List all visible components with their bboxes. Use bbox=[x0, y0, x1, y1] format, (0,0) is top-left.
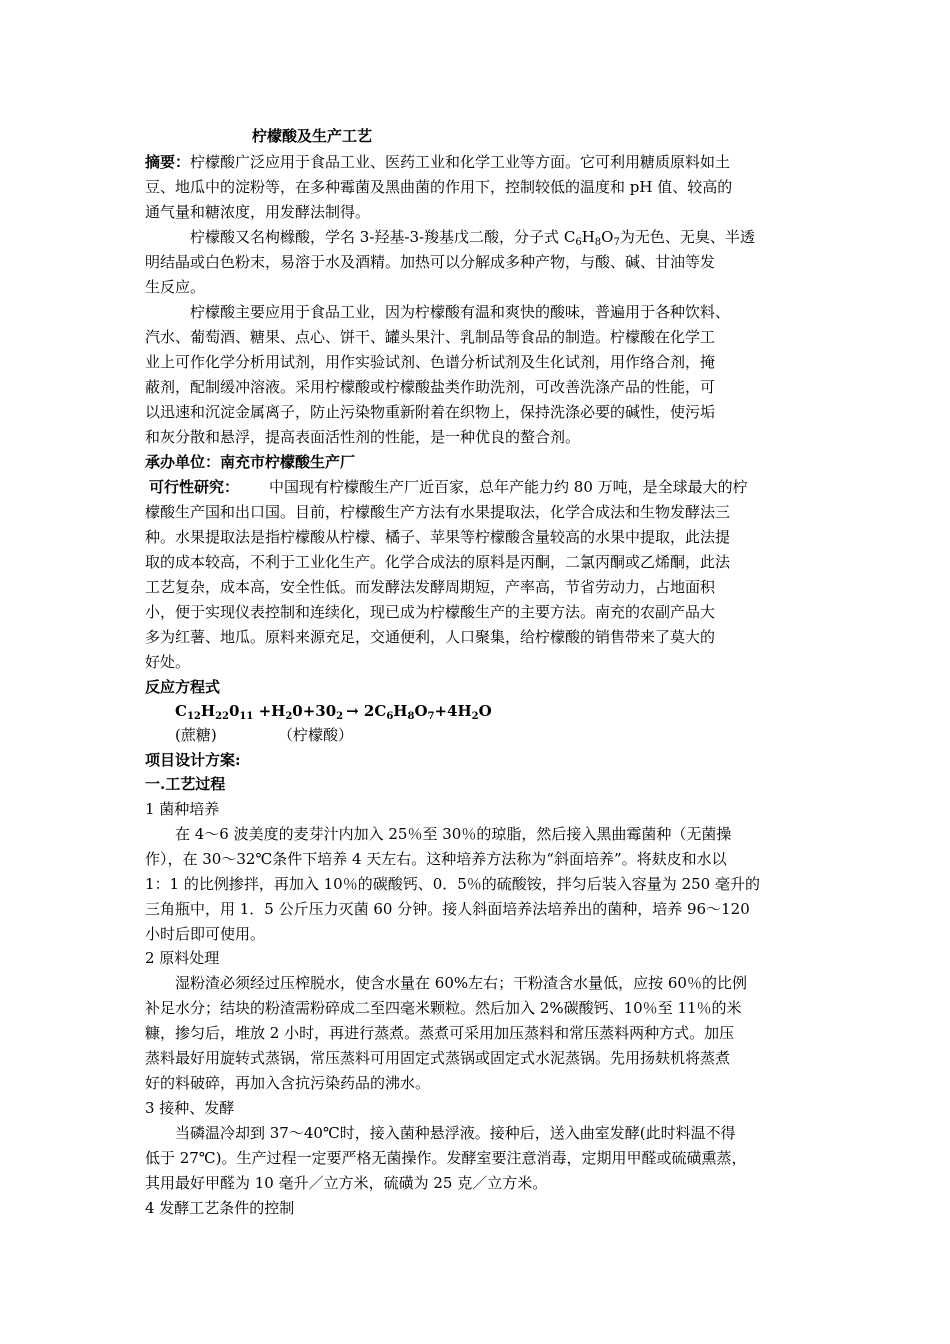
step-1-line-5: 小时后即可使用。 bbox=[145, 925, 266, 943]
feasibility-line-5: 工艺复杂，成本高，安全性低。而发酵法发酵周期短，产率高，节省劳动力，占地面积 bbox=[145, 578, 716, 596]
step-1-line-1: 在 4～6 波美度的麦芽汁内加入 25％至 30％的琼脂，然后接入黑曲霉菌种（无菌操 bbox=[175, 825, 732, 843]
step-3-heading: 3 接种、发酵 bbox=[145, 1099, 235, 1117]
abstract-line-3: 通气量和糖浓度，用发酵法制得。 bbox=[145, 203, 371, 221]
step-3-line-1: 当磷温冷却到 37～40℃时，接入菌种悬浮液。接种后，送入曲室发酵(此时料温不得 bbox=[175, 1124, 736, 1142]
document-title: 柠檬酸及生产工艺 bbox=[252, 127, 373, 145]
para1-line-3: 生反应。 bbox=[145, 278, 206, 296]
sub: 2 bbox=[471, 711, 479, 722]
eq-part: O bbox=[478, 702, 492, 720]
step-2-line-4: 蒸料最好用旋转式蒸锅，常压蒸料可用固定式蒸锅或固定式水泥蒸锅。先用扬麸机将蒸煮 bbox=[145, 1049, 731, 1067]
feasibility-line-3: 种。水果提取法是指柠檬酸从柠檬、橘子、苹果等柠檬酸含量较高的水果中提取，此法提 bbox=[145, 528, 731, 546]
eq-part: O bbox=[414, 702, 428, 720]
sub: 7 bbox=[427, 711, 435, 722]
organizer-line: 承办单位：南充市柠檬酸生产厂 bbox=[145, 453, 356, 471]
formula-h: H bbox=[581, 228, 595, 246]
step-1-heading: 1 菌种培养 bbox=[145, 800, 220, 818]
sub: 22 bbox=[215, 711, 229, 722]
feasibility-label: 可行性研究： bbox=[149, 478, 240, 496]
para2-line-1: 柠檬酸主要应用于食品工业，因为柠檬酸有温和爽快的酸味，普遍用于各种饮料、 bbox=[190, 303, 731, 321]
formula-o: O bbox=[601, 228, 614, 246]
abstract-text: 柠檬酸广泛应用于食品工业、医药工业和化学工业等方面。它可利用糖质原料如土 bbox=[190, 153, 731, 171]
eq-part: +H bbox=[253, 702, 286, 720]
sub: 6 bbox=[386, 711, 394, 722]
sub: 12 bbox=[186, 711, 201, 722]
sub: 2 bbox=[336, 711, 344, 722]
feasibility-line-2: 檬酸生产国和出口国。目前，柠檬酸生产方法有水果提取法，化学合成法和生物发酵法三 bbox=[145, 503, 731, 521]
eq-part: → 2C bbox=[346, 702, 387, 720]
para2-line-2: 汽水、葡萄酒、糖果、点心、饼干、罐头果汁、乳制品等食品的制造。柠檬酸在化学工 bbox=[145, 328, 716, 346]
para1-text-b: 为无色、无臭、半透 bbox=[619, 228, 755, 246]
step-3-line-2: 低于 27℃)。生产过程一定要严格无菌操作。发酵室要注意消毒，定期用甲醛或硫磺熏蒸， bbox=[145, 1149, 747, 1167]
abstract-line-1 bbox=[145, 150, 730, 174]
para2-line-4: 蔽剂，配制缓冲溶液。采用柠檬酸或柠檬酸盐类作助洗剂，可改善洗涤产品的性能，可 bbox=[145, 378, 716, 396]
step-1-line-4: 三角瓶中，用 1．5 公斤压力灭菌 60 分钟。接人斜面培养法培养出的菌种，培养 96～120 bbox=[145, 900, 750, 918]
feasibility-line-6: 小，便于实现仪表控制和连续化，现已成为柠檬酸生产的主要方法。南充的农副产品大 bbox=[145, 603, 716, 621]
abstract-label: 摘要： bbox=[145, 153, 191, 171]
eq-part: 0 bbox=[228, 702, 240, 720]
step-2-line-3: 糠，掺匀后，堆放 2 小时，再进行蒸煮。蒸煮可采用加压蒸料和常压蒸料两种方式。加压 bbox=[145, 1024, 735, 1042]
abstract-line-2: 豆、地瓜中的淀粉等，在多种霉菌及黑曲菌的作用下，控制较低的温度和 pH 值、较高的 bbox=[145, 178, 733, 196]
step-2-heading: 2 原料处理 bbox=[145, 949, 220, 967]
feasibility-line-1 bbox=[145, 475, 748, 499]
step-2-line-2: 补足水分；结块的粉渣需粉碎成二至四毫米颗粒。然后加入 2%碳酸钙、10％至 11％的米 bbox=[145, 999, 742, 1017]
sub: 2 bbox=[285, 711, 293, 722]
sub: 6 bbox=[575, 237, 582, 248]
eq-part: H bbox=[393, 702, 408, 720]
para2-line-3: 业上可作化学分析用试剂，用作实验试剂、色谱分析试剂及生化试剂，用作络合剂，掩 bbox=[145, 353, 716, 371]
reaction-equation bbox=[175, 699, 492, 723]
feasibility-text: 中国现有柠檬酸生产厂近百家，总年产能力约 80 万吨，是全球最大的柠 bbox=[269, 478, 748, 496]
step-3-line-3: 其用最好甲醛为 10 毫升／立方米，硫磺为 25 克／立方米。 bbox=[145, 1174, 548, 1192]
eq-part: H bbox=[200, 702, 216, 720]
sub: 11 bbox=[239, 711, 254, 722]
reaction-label-sucrose: (蔗糖) bbox=[175, 726, 217, 744]
plan-heading: 项目设计方案: bbox=[145, 751, 241, 769]
eq-part: 0+30 bbox=[292, 702, 337, 720]
feasibility-line-8: 好处。 bbox=[145, 653, 191, 671]
sub: 8 bbox=[594, 237, 602, 248]
step-1-line-3: 1：1 的比例掺拌，再加入 10％的碳酸钙、0．5％的硫酸铵，拌匀后装入容量为 250 毫升的 bbox=[145, 875, 760, 893]
eq-part: C bbox=[175, 702, 187, 720]
reaction-heading: 反应方程式 bbox=[145, 678, 221, 696]
para2-line-6: 和灰分散和悬浮，提高表面活性剂的性能，是一种优良的螯合剂。 bbox=[145, 428, 581, 446]
sub: 7 bbox=[613, 237, 620, 248]
para1-text-a: 柠檬酸又名枸橼酸，学名 3-羟基-3-羧基戊二酸，分子式 C bbox=[190, 228, 576, 246]
step-1-line-2: 作），在 30～32℃条件下培养 4 天左右。这种培养方法称为“斜面培养”。将麸皮和水以 bbox=[145, 850, 727, 868]
para1-line-2: 明结晶或白色粉末，易溶于水及酒精。加热可以分解成多种产物，与酸、碱、甘油等发 bbox=[145, 253, 716, 271]
para2-line-5: 以迅速和沉淀金属离子，防止污染物重新附着在织物上，保持洗涤必要的碱性，使污垢 bbox=[145, 403, 716, 421]
para1-line-1 bbox=[190, 225, 755, 249]
eq-part: +4H bbox=[434, 702, 472, 720]
step-2-line-1: 湿粉渣必须经过压榨脱水，使含水量在 60%左右；干粉渣含水量低，应按 60％的比例 bbox=[175, 974, 747, 992]
feasibility-line-4: 取的成本较高，不利于工业化生产。化学合成法的原料是丙酮，二氯丙酮或乙烯酮，此法 bbox=[145, 553, 731, 571]
sub: 8 bbox=[407, 711, 415, 722]
reaction-label-citric-acid: （柠檬酸） bbox=[278, 726, 354, 744]
feasibility-line-7: 多为红薯、地瓜。原料来源充足，交通便利，人口聚集，给柠檬酸的销售带来了莫大的 bbox=[145, 628, 716, 646]
step-2-line-5: 好的料破碎，再加入含抗污染药品的沸水。 bbox=[145, 1074, 431, 1092]
section-1-heading: 一.工艺过程 bbox=[145, 775, 226, 793]
step-4-heading: 4 发酵工艺条件的控制 bbox=[145, 1199, 295, 1217]
